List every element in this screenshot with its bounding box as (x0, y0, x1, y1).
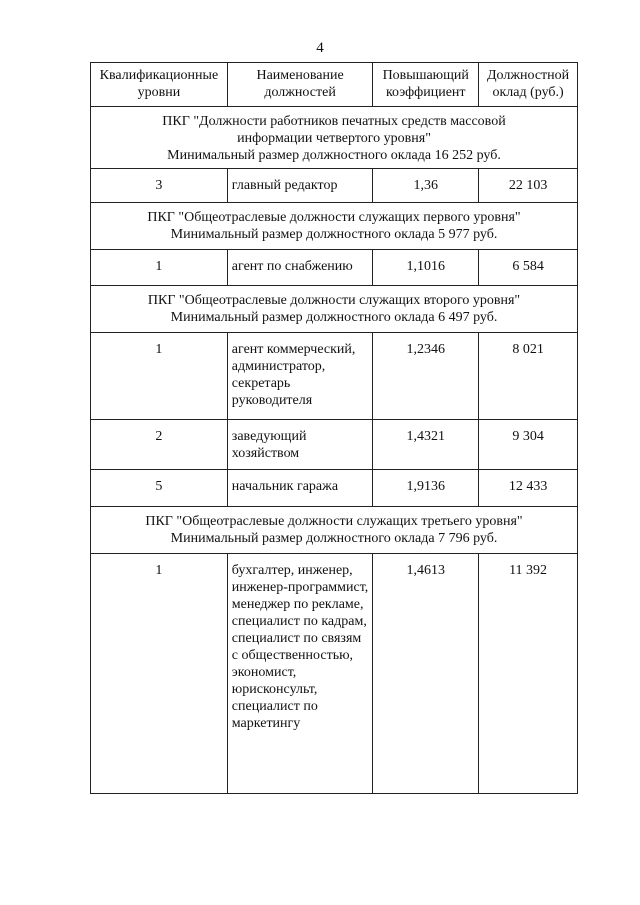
group-min-salary: Минимальный размер должностного оклада 16 252 руб. (167, 148, 501, 163)
group-min-salary: Минимальный размер должностного оклада 5 977 руб. (170, 227, 498, 242)
cell-position: агент коммерческий, администратор, секретарь руководителя (227, 333, 373, 420)
group-header-row (91, 507, 578, 554)
group-header-row (91, 203, 578, 250)
cell-level: 1 (91, 554, 228, 794)
table-row (91, 169, 578, 203)
cell-coefficient: 1,1016 (373, 250, 479, 286)
cell-coefficient: 1,4321 (373, 420, 479, 470)
cell-salary: 8 021 (479, 333, 578, 420)
group-header (91, 507, 578, 554)
page-number: 4 (316, 40, 324, 56)
cell-salary: 6 584 (479, 250, 578, 286)
header-salary: Должностной оклад (руб.) (479, 63, 578, 107)
table-header-row (91, 63, 578, 107)
cell-level: 1 (91, 333, 228, 420)
cell-level: 5 (91, 470, 228, 507)
cell-level: 1 (91, 250, 228, 286)
cell-level: 3 (91, 169, 228, 203)
cell-salary: 12 433 (479, 470, 578, 507)
header-position-names: Наименование должностей (227, 63, 373, 107)
header-qualification-levels: Квалификационные уровни (91, 63, 228, 107)
cell-position: заведующий хозяйством (227, 420, 373, 470)
header-coefficient: Повышающий коэффициент (373, 63, 479, 107)
cell-position: главный редактор (227, 169, 373, 203)
table-row (91, 250, 578, 286)
table-row (91, 420, 578, 470)
cell-coefficient: 1,36 (373, 169, 479, 203)
salary-table (90, 62, 578, 794)
group-header (91, 107, 578, 169)
group-header-row (91, 107, 578, 169)
group-title: ПКГ "Общеотраслевые должности служащих третьего уровня" (145, 514, 523, 529)
group-title: ПКГ "Общеотраслевые должности служащих первого уровня" (147, 210, 521, 225)
table-row (91, 333, 578, 420)
cell-position: бухгалтер, инженер, инженер-программист, менеджер по рекламе, специалист по кадрам, специалист по связям с общественностью, экономист, юрисконсульт, специалист по маркетингу (227, 554, 373, 794)
cell-salary: 9 304 (479, 420, 578, 470)
group-header-row (91, 286, 578, 333)
table-row (91, 554, 578, 794)
cell-position: начальник гаража (227, 470, 373, 507)
group-min-salary: Минимальный размер должностного оклада 7 796 руб. (170, 531, 498, 546)
cell-level: 2 (91, 420, 228, 470)
group-header (91, 286, 578, 333)
cell-coefficient: 1,2346 (373, 333, 479, 420)
cell-salary: 22 103 (479, 169, 578, 203)
group-title: ПКГ "Должности работников печатных средств массовой информации четвертого уровня" (162, 114, 506, 146)
group-header (91, 203, 578, 250)
cell-coefficient: 1,9136 (373, 470, 479, 507)
cell-position: агент по снабжению (227, 250, 373, 286)
group-title: ПКГ "Общеотраслевые должности служащих второго уровня" (147, 293, 521, 308)
table-row (91, 470, 578, 507)
cell-salary: 11 392 (479, 554, 578, 794)
group-min-salary: Минимальный размер должностного оклада 6 497 руб. (170, 310, 498, 325)
cell-coefficient: 1,4613 (373, 554, 479, 794)
